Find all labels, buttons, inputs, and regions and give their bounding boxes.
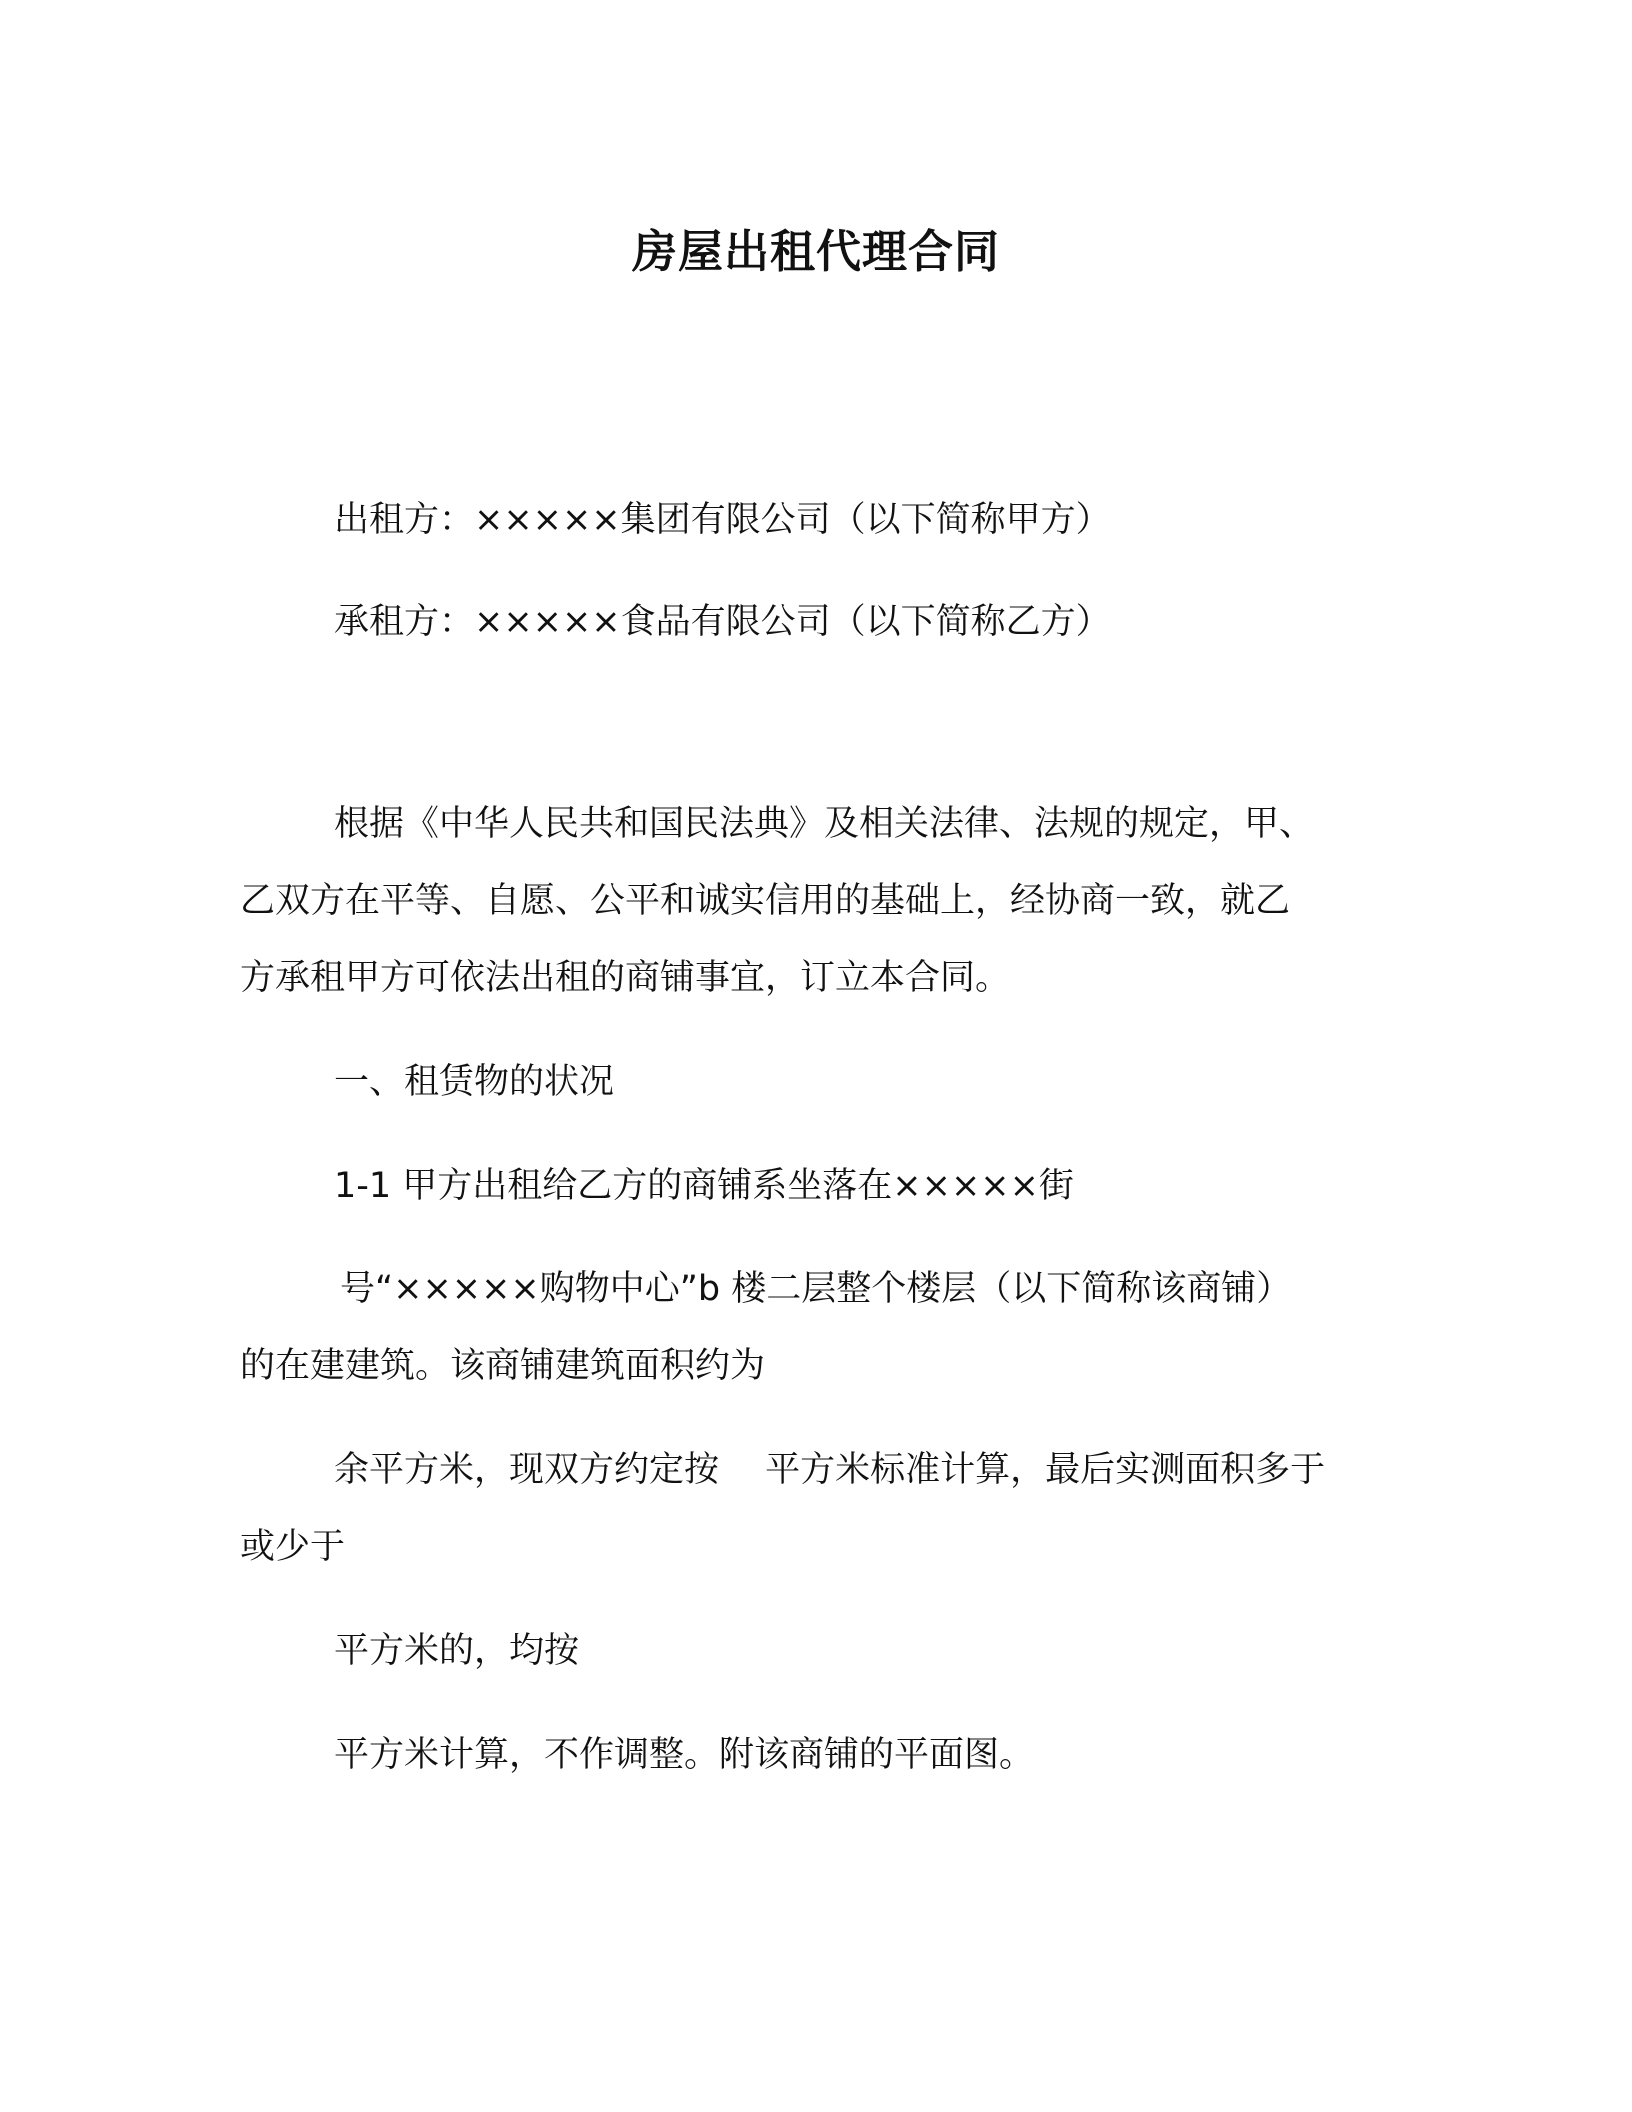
clause-1-4: 平方米的，均按 [334, 1631, 580, 1671]
clause-1-1: 1-1 甲方出租给乙方的商铺系坐落在×××××街 [334, 1166, 1074, 1206]
clause-1-5: 平方米计算，不作调整。附该商铺的平面图。 [334, 1735, 1035, 1775]
document-title: 房屋出租代理合同 [631, 225, 1000, 278]
preamble-line-1: 根据《中华人民共和国民法典》及相关法律、法规的规定，甲、 [334, 804, 1315, 844]
clause-1-3-line-1: 余平方米，现双方约定按 平方米标准计算，最后实测面积多于 [334, 1450, 1326, 1490]
preamble-line-2: 乙双方在平等、自愿、公平和诚实信用的基础上，经协商一致，就乙 [240, 881, 1291, 921]
clause-1-2-line-2: 的在建建筑。该商铺建筑面积约为 [240, 1346, 766, 1386]
lessee-line: 承租方：×××××食品有限公司（以下简称乙方） [334, 602, 1111, 642]
section-heading: 一、租赁物的状况 [334, 1062, 615, 1102]
clause-1-3-line-2: 或少于 [240, 1527, 346, 1567]
clause-1-2-line-1: 号“×××××购物中心”b 楼二层整个楼层（以下简称该商铺） [340, 1269, 1292, 1309]
preamble-line-3: 方承租甲方可依法出租的商铺事宜，订立本合同。 [240, 958, 1011, 998]
lessor-line: 出租方：×××××集团有限公司（以下简称甲方） [334, 500, 1111, 540]
